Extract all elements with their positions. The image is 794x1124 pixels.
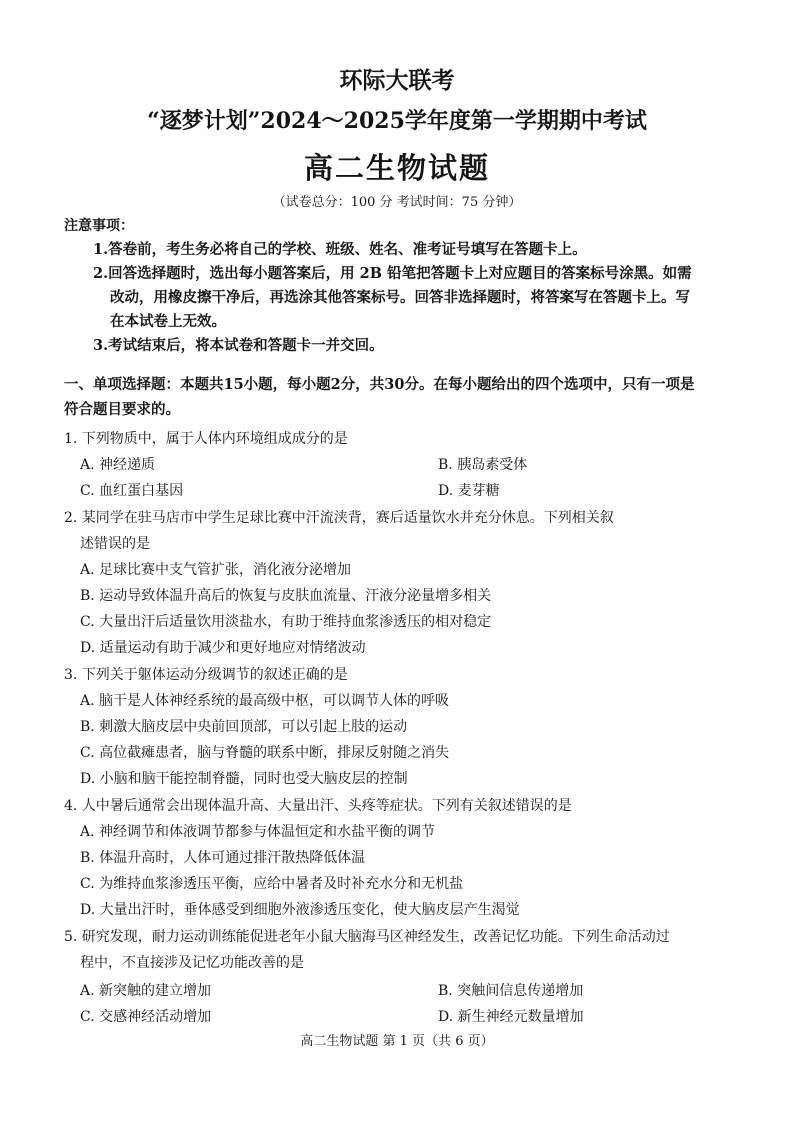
question-5-option-a: A. 新突触的建立增加 [80,983,212,999]
question-1-option-c: C. 血红蛋白基因 [80,483,184,499]
question-5-option-b: B. 突触间信息传递增加 [438,983,584,999]
question-3-option-d: D. 小脑和脑干能控制脊髓，同时也受大脑皮层的控制 [80,771,408,787]
page-footer: 高二生物试题 第 1 页（共 6 页） [300,1034,494,1049]
question-2-stem-line-2: 述错误的是 [80,536,150,552]
question-2-option-a: A. 足球比赛中支气管扩张，消化液分泌增加 [80,562,352,578]
notice-title: 注意事项： [64,218,134,234]
question-4-option-c: C. 为维持血浆渗透压平衡，应给中暑者及时补充水分和无机盐 [80,876,464,892]
notice-item-2-line-2: 改动，用橡皮擦干净后，再选涂其他答案标号。回答非选择题时，将答案写在答题卡上。写 [110,289,690,306]
question-3-option-c: C. 高位截瘫患者，脑与脊髓的联系中断，排尿反射随之消失 [80,745,450,761]
question-3-stem: 3. 下列关于躯体运动分级调节的叙述正确的是 [64,667,348,683]
section-heading-line-1: 一、单项选择题：本题共15小题，每小题2分，共30分。在每小题给出的四个选项中，只有一项是 [64,376,695,393]
exam-organizer: 环际大联考 [339,67,455,94]
notice-item-3: 3.考试结束后，将本试卷和答题卡一并交回。 [93,337,384,354]
question-4-stem: 4. 人中暑后通常会出现体温升高、大量出汗、头疼等症状。下列有关叙述错误的是 [64,798,572,814]
question-5-stem-line-2: 程中，不直接涉及记忆功能改善的是 [80,955,304,971]
exam-title: “逐梦计划”2024～2025学年度第一学期期中考试 [147,108,647,134]
question-3-option-b: B. 刺激大脑皮层中央前回顶部，可以引起上肢的运动 [80,719,408,735]
question-4-option-d: D. 大量出汗时，垂体感受到细胞外液渗透压变化，使大脑皮层产生渴觉 [80,902,520,918]
question-5-option-c: C. 交感神经活动增加 [80,1009,212,1025]
question-1-option-b: B. 胰岛素受体 [438,457,528,473]
section-heading-line-2: 符合题目要求的。 [64,401,180,418]
question-5-stem-line-1: 5. 研究发现，耐力运动训练能促进老年小鼠大脑海马区神经发生，改善记忆功能。下列生命活动过 [64,929,670,945]
notice-item-2-line-3: 在本试卷上无效。 [110,313,226,330]
question-4-option-b: B. 体温升高时，人体可通过排汗散热降低体温 [80,850,366,866]
question-2-option-b: B. 运动导致体温升高后的恢复与皮肤血流量、汗液分泌量增多相关 [80,588,492,604]
question-1-option-d: D. 麦芽糖 [438,483,500,499]
question-5-option-d: D. 新生神经元数量增加 [438,1009,584,1025]
question-3-option-a: A. 脑干是人体神经系统的最高级中枢，可以调节人体的呼吸 [80,693,450,709]
question-2-stem-line-1: 2. 某同学在驻马店市中学生足球比赛中汗流浃背，赛后适量饮水并充分休息。下列相关叙 [64,510,614,526]
subject-title: 高二生物试题 [303,151,490,185]
question-2-option-c: C. 大量出汗后适量饮用淡盐水，有助于维持血浆渗透压的相对稳定 [80,614,492,630]
notice-item-2-line-1: 2.回答选择题时，选出每小题答案后，用 2B 铅笔把答题卡上对应题目的答案标号涂黑。如需 [93,265,692,282]
question-4-option-a: A. 神经调节和体液调节都参与体温恒定和水盐平衡的调节 [80,824,436,840]
exam-meta: （试卷总分：100 分 考试时间：75 分钟） [272,195,522,210]
notice-item-1: 1.答卷前，考生务必将自己的学校、班级、姓名、准考证号填写在答题卡上。 [93,241,587,258]
question-1-option-a: A. 神经递质 [80,457,156,473]
question-1-stem: 1. 下列物质中，属于人体内环境组成成分的是 [64,431,348,447]
question-2-option-d: D. 适量运动有助于减少和更好地应对情绪波动 [80,640,366,656]
